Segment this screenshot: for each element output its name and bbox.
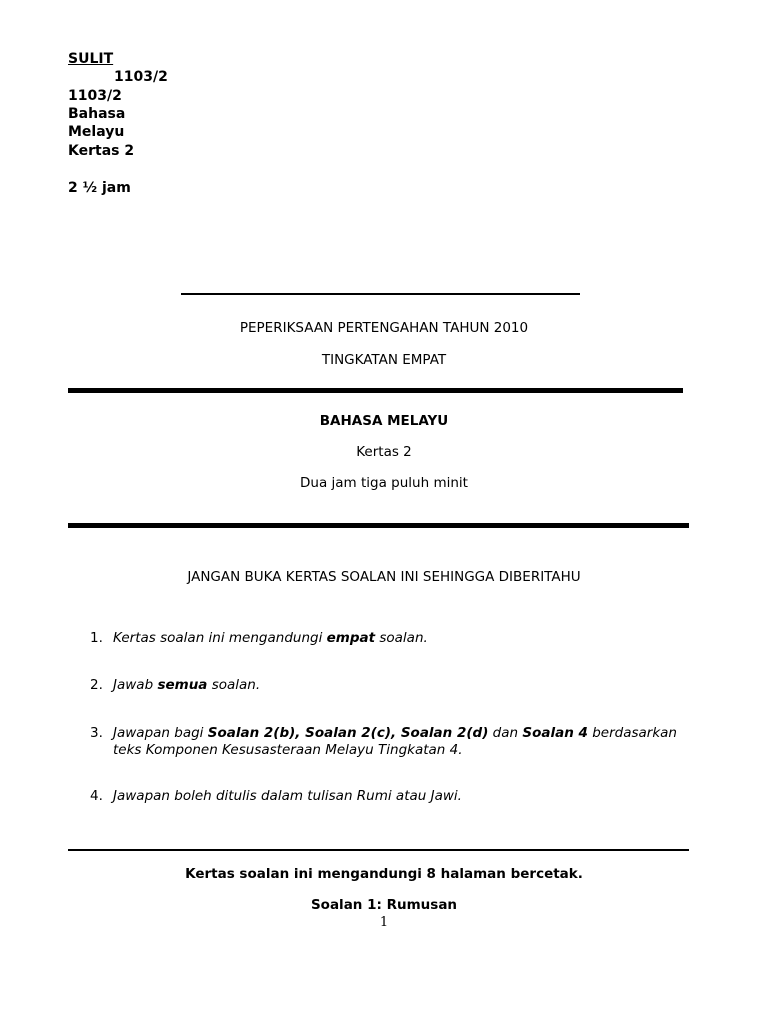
instruction-emphasis: Soalan 4 <box>522 725 588 741</box>
warning-text: JANGAN BUKA KERTAS SOALAN INI SEHINGGA DIBERITAHU <box>187 569 581 585</box>
instruction-emphasis: semua <box>157 677 208 693</box>
top-rule <box>181 293 580 295</box>
exam-title: PEPERIKSAAN PERTENGAHAN TAHUN 2010 <box>239 320 529 336</box>
instruction-text: soalan. <box>207 677 261 693</box>
instruction-number: 1. <box>90 630 103 646</box>
instruction-text: Jawab <box>113 677 158 693</box>
instruction-text: Kertas soalan ini mengandungi <box>113 630 327 646</box>
duration-short: 2 ½ jam <box>68 180 131 196</box>
subject-line-1: Bahasa <box>68 106 126 122</box>
paper-code: 1103/2 <box>68 88 122 104</box>
instruction-number: 2. <box>90 677 103 693</box>
instruction-number: 4. <box>90 788 103 804</box>
subject-title: BAHASA MELAYU <box>319 413 449 429</box>
subject-line-2: Melayu <box>68 124 125 140</box>
sulit-label: SULIT <box>68 51 114 67</box>
paper-title: Kertas 2 <box>356 444 412 460</box>
instruction-text: Jawapan bagi <box>113 725 208 741</box>
instruction-text: dan <box>488 725 523 741</box>
page-count-text: Kertas soalan ini mengandungi 8 halaman bercetak. <box>185 866 583 882</box>
next-section-title: Soalan 1: Rumusan <box>310 897 458 913</box>
thick-rule-1 <box>68 388 683 393</box>
page-number: 1 <box>379 915 389 930</box>
instruction-text: Jawapan boleh ditulis dalam tulisan Rumi atau Jawi. <box>113 788 462 804</box>
instruction-emphasis: empat <box>326 630 376 646</box>
instruction-number: 3. <box>90 725 103 741</box>
instruction-text: berdasarkan teks Komponen Kesusasteraan Melayu Tingkatan 4. <box>113 725 677 758</box>
footer-rule <box>68 849 689 851</box>
instruction-emphasis: Soalan 2(b), Soalan 2(c), Soalan 2(d) <box>207 725 489 741</box>
thick-rule-2 <box>68 523 689 528</box>
instruction-text: soalan. <box>375 630 428 646</box>
paper-label: Kertas 2 <box>68 143 135 159</box>
duration-long: Dua jam tiga puluh minit <box>300 475 468 491</box>
form-label: TINGKATAN EMPAT <box>321 352 447 368</box>
paper-code-right: 1103/2 <box>114 69 168 85</box>
